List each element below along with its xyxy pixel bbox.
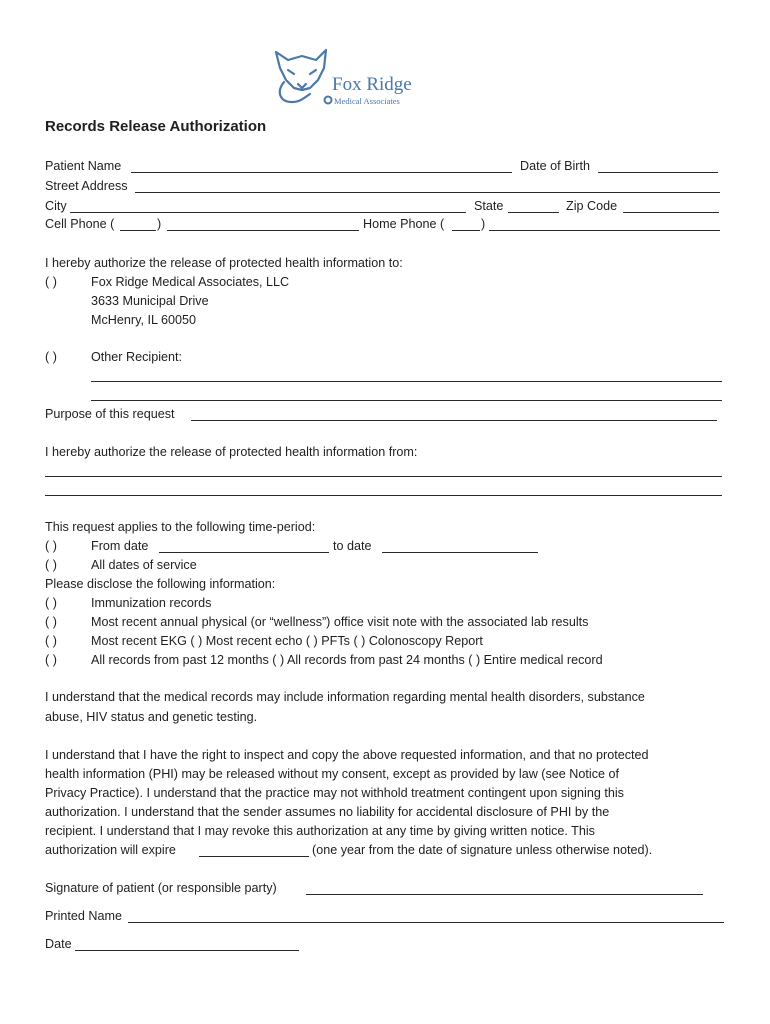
paragraph2-line2: health information (PHI) may be released without my consent, except as provided by law (see Notice of bbox=[45, 767, 619, 781]
other-recipient-field-2[interactable] bbox=[91, 400, 722, 401]
paragraph2-line5: recipient. I understand that I may revoke this authorization at any time by giving written notice. This bbox=[45, 824, 595, 838]
paragraph1-line1: I understand that the medical records may include information regarding mental health disorders, substance bbox=[45, 690, 645, 704]
patient-name-field[interactable] bbox=[131, 172, 512, 173]
disclose-intro: Please disclose the following information: bbox=[45, 577, 276, 591]
fox-ridge-name: Fox Ridge Medical Associates, LLC bbox=[91, 275, 290, 289]
checkbox-all-dates[interactable]: ( ) bbox=[45, 558, 57, 572]
date-label: Date bbox=[45, 937, 72, 951]
release-from-field-2[interactable] bbox=[45, 495, 722, 496]
all-dates-label: All dates of service bbox=[91, 558, 197, 572]
cell-area-code-field[interactable] bbox=[120, 230, 156, 231]
checkbox-12-months[interactable]: ( ) bbox=[45, 653, 57, 667]
time-period-intro: This request applies to the following time-period: bbox=[45, 520, 316, 534]
release-from-field-1[interactable] bbox=[45, 476, 722, 477]
checkbox-date-range[interactable]: ( ) bbox=[45, 539, 57, 553]
zip-label: Zip Code bbox=[566, 199, 618, 213]
physical-label: Most recent annual physical (or “wellness”) office visit note with the associated lab results bbox=[91, 615, 589, 629]
to-date-label: to date bbox=[333, 539, 372, 553]
page-title: Records Release Authorization bbox=[45, 118, 267, 135]
date-field[interactable] bbox=[75, 950, 299, 951]
home-area-code-field[interactable] bbox=[452, 230, 480, 231]
fox-stethoscope-icon bbox=[270, 44, 334, 108]
patient-name-label: Patient Name bbox=[45, 159, 122, 173]
dob-field[interactable] bbox=[598, 172, 718, 173]
signature-label: Signature of patient (or responsible party) bbox=[45, 881, 277, 895]
paragraph2-line3: Privacy Practice). I understand that the practice may not withhold treatment contingent upon signing this bbox=[45, 786, 624, 800]
checkbox-immunization[interactable]: ( ) bbox=[45, 596, 57, 610]
checkbox-fox-ridge[interactable]: ( ) bbox=[45, 275, 57, 289]
cell-phone-label: Cell Phone ( bbox=[45, 217, 115, 231]
street-label: Street Address bbox=[45, 179, 128, 193]
logo-name: Fox Ridge bbox=[332, 74, 412, 95]
state-field[interactable] bbox=[508, 212, 559, 213]
checkbox-other-recipient[interactable]: ( ) bbox=[45, 350, 57, 364]
other-recipient-label: Other Recipient: bbox=[91, 350, 182, 364]
cell-phone-field[interactable] bbox=[167, 230, 359, 231]
paragraph2-line4: authorization. I understand that the sender assumes no liability for accidental disclosure of PHI by the bbox=[45, 805, 610, 819]
fox-ridge-address1: 3633 Municipal Drive bbox=[91, 294, 209, 308]
home-phone-close: ) bbox=[481, 217, 486, 231]
from-date-label: From date bbox=[91, 539, 149, 553]
purpose-label: Purpose of this request bbox=[45, 407, 175, 421]
city-label: City bbox=[45, 199, 67, 213]
dob-label: Date of Birth bbox=[520, 159, 590, 173]
home-phone-label: Home Phone ( bbox=[363, 217, 445, 231]
printed-name-label: Printed Name bbox=[45, 909, 122, 923]
signature-field[interactable] bbox=[306, 894, 703, 895]
printed-name-field[interactable] bbox=[128, 922, 724, 923]
checkbox-physical[interactable]: ( ) bbox=[45, 615, 57, 629]
release-from-intro: I hereby authorize the release of protected health information from: bbox=[45, 445, 418, 459]
expire-date-field[interactable] bbox=[199, 856, 309, 857]
city-field[interactable] bbox=[70, 212, 466, 213]
cell-phone-close: ) bbox=[157, 217, 162, 231]
logo-subtitle: Medical Associates bbox=[334, 96, 400, 106]
records-period-options[interactable]: All records from past 12 months ( ) All records from past 24 months ( ) Entire medical record bbox=[91, 653, 603, 667]
expire-prefix: authorization will expire bbox=[45, 843, 176, 857]
zip-field[interactable] bbox=[623, 212, 719, 213]
home-phone-field[interactable] bbox=[489, 230, 720, 231]
fox-ridge-address2: McHenry, IL 60050 bbox=[91, 313, 196, 327]
checkbox-ekg[interactable]: ( ) bbox=[45, 634, 57, 648]
release-to-intro: I hereby authorize the release of protected health information to: bbox=[45, 256, 403, 270]
immunization-label: Immunization records bbox=[91, 596, 212, 610]
other-recipient-field-1[interactable] bbox=[91, 381, 722, 382]
street-field[interactable] bbox=[135, 192, 720, 193]
to-date-field[interactable] bbox=[382, 552, 538, 553]
expire-suffix: (one year from the date of signature unless otherwise noted). bbox=[312, 843, 653, 857]
state-label: State bbox=[474, 199, 504, 213]
logo bbox=[270, 44, 430, 108]
paragraph1-line2: abuse, HIV status and genetic testing. bbox=[45, 710, 258, 724]
ekg-echo-pft-colonoscopy-options[interactable]: Most recent EKG ( ) Most recent echo ( ) PFTs ( ) Colonoscopy Report bbox=[91, 634, 483, 648]
from-date-field[interactable] bbox=[159, 552, 329, 553]
paragraph2-line1: I understand that I have the right to inspect and copy the above requested information, and that no protected bbox=[45, 748, 649, 762]
purpose-field[interactable] bbox=[191, 420, 717, 421]
